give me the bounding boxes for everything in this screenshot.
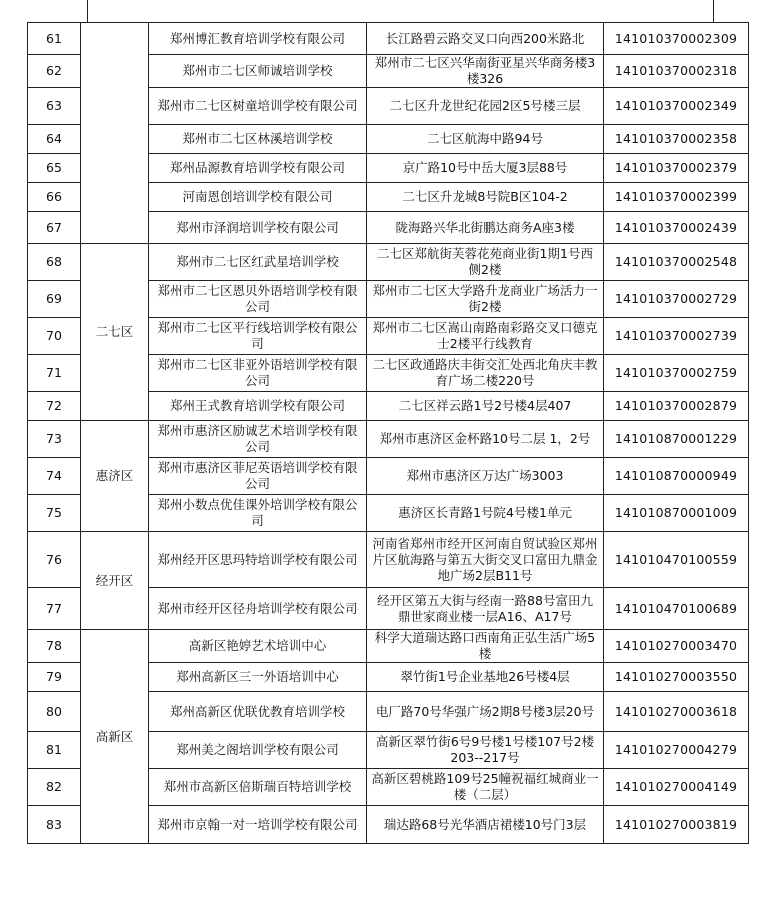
training-school-table <box>27 22 749 844</box>
district-cell: 高新区 <box>81 630 149 844</box>
district-cell: 惠济区 <box>81 421 149 532</box>
address-cell: 瑞达路68号光华酒店裙楼10号门3层 <box>367 806 604 844</box>
license-code-cell: 141010370002358 <box>604 125 749 154</box>
table-row <box>28 630 749 663</box>
license-code-cell: 141010270003470 <box>604 630 749 663</box>
address-cell: 长江路碧云路交叉口向西200米路北 <box>367 23 604 55</box>
license-code-cell: 141010370002439 <box>604 212 749 244</box>
school-name-cell: 郑州市惠济区励诚艺术培训学校有限公司 <box>149 421 367 458</box>
row-number: 73 <box>28 421 81 458</box>
address-cell: 科学大道瑞达路口西南角正弘生活广场5楼 <box>367 630 604 663</box>
address-cell: 二七区航海中路94号 <box>367 125 604 154</box>
district-cell: 经开区 <box>81 532 149 630</box>
license-code-cell: 141010370002739 <box>604 318 749 355</box>
license-code-cell: 141010370002318 <box>604 55 749 88</box>
address-cell: 翠竹街1号企业基地26号楼4层 <box>367 663 604 692</box>
table-body <box>28 23 749 844</box>
table-border-fragment <box>87 0 88 22</box>
license-code-cell: 141010370002729 <box>604 281 749 318</box>
license-code-cell: 141010270004279 <box>604 732 749 769</box>
school-name-cell: 郑州高新区优联优教育培训学校 <box>149 692 367 732</box>
row-number: 66 <box>28 183 81 212</box>
license-code-cell: 141010270003819 <box>604 806 749 844</box>
school-name-cell: 郑州经开区思玛特培训学校有限公司 <box>149 532 367 588</box>
row-number: 78 <box>28 630 81 663</box>
row-number: 79 <box>28 663 81 692</box>
address-cell: 郑州市惠济区万达广场3003 <box>367 458 604 495</box>
license-code-cell: 141010370002379 <box>604 154 749 183</box>
row-number: 69 <box>28 281 81 318</box>
row-number: 63 <box>28 88 81 125</box>
school-name-cell: 郑州市二七区师诚培训学校 <box>149 55 367 88</box>
district-cell: 二七区 <box>81 244 149 421</box>
row-number: 62 <box>28 55 81 88</box>
license-code-cell: 141010870001009 <box>604 495 749 532</box>
row-number: 61 <box>28 23 81 55</box>
license-code-cell: 141010470100689 <box>604 588 749 630</box>
address-cell: 陇海路兴华北街鹏达商务A座3楼 <box>367 212 604 244</box>
row-number: 76 <box>28 532 81 588</box>
school-name-cell: 郑州美之阁培训学校有限公司 <box>149 732 367 769</box>
address-cell: 二七区祥云路1号2号楼4层407 <box>367 392 604 421</box>
table-row <box>28 421 749 458</box>
address-cell: 惠济区长青路1号院4号楼1单元 <box>367 495 604 532</box>
school-name-cell: 郑州王式教育培训学校有限公司 <box>149 392 367 421</box>
school-name-cell: 郑州市二七区红武星培训学校 <box>149 244 367 281</box>
license-code-cell: 141010370002309 <box>604 23 749 55</box>
row-number: 70 <box>28 318 81 355</box>
school-name-cell: 郑州市二七区树童培训学校有限公司 <box>149 88 367 125</box>
address-cell: 河南省郑州市经开区河南自贸试验区郑州片区航海路与第五大街交叉口富田九鼎金地广场2层B11号 <box>367 532 604 588</box>
address-cell: 高新区碧桃路109号25幢祝福红城商业一楼（二层） <box>367 769 604 806</box>
school-name-cell: 郑州博汇教育培训学校有限公司 <box>149 23 367 55</box>
school-name-cell: 郑州市高新区倍斯瑞百特培训学校 <box>149 769 367 806</box>
row-number: 82 <box>28 769 81 806</box>
address-cell: 郑州市二七区嵩山南路南彩路交叉口德克士2楼平行线教育 <box>367 318 604 355</box>
address-cell: 高新区翠竹街6号9号楼1号楼107号2楼203--217号 <box>367 732 604 769</box>
address-cell: 二七区郑航街芙蓉花苑商业街1期1号西侧2楼 <box>367 244 604 281</box>
row-number: 65 <box>28 154 81 183</box>
address-cell: 电厂路70号华强广场2期8号楼3层20号 <box>367 692 604 732</box>
school-name-cell: 郑州市二七区非亚外语培训学校有限公司 <box>149 355 367 392</box>
license-code-cell: 141010370002399 <box>604 183 749 212</box>
row-number: 64 <box>28 125 81 154</box>
row-number: 81 <box>28 732 81 769</box>
license-code-cell: 141010270003618 <box>604 692 749 732</box>
table-row <box>28 244 749 281</box>
license-code-cell: 141010370002879 <box>604 392 749 421</box>
table-border-fragment <box>713 0 714 22</box>
address-cell: 郑州市二七区兴华南街亚星兴华商务楼3楼326 <box>367 55 604 88</box>
school-name-cell: 郑州品源教育培训学校有限公司 <box>149 154 367 183</box>
address-cell: 郑州市惠济区金杯路10号二层 1，2号 <box>367 421 604 458</box>
school-name-cell: 高新区艳婷艺术培训中心 <box>149 630 367 663</box>
row-number: 83 <box>28 806 81 844</box>
row-number: 72 <box>28 392 81 421</box>
school-name-cell: 郑州市二七区恩贝外语培训学校有限公司 <box>149 281 367 318</box>
district-cell <box>81 23 149 244</box>
license-code-cell: 141010370002759 <box>604 355 749 392</box>
school-name-cell: 郑州市京翰一对一培训学校有限公司 <box>149 806 367 844</box>
school-name-cell: 郑州市二七区林溪培训学校 <box>149 125 367 154</box>
address-cell: 二七区升龙世纪花园2区5号楼三层 <box>367 88 604 125</box>
row-number: 71 <box>28 355 81 392</box>
row-number: 67 <box>28 212 81 244</box>
address-cell: 二七区政通路庆丰街交汇处西北角庆丰教育广场二楼220号 <box>367 355 604 392</box>
row-number: 75 <box>28 495 81 532</box>
row-number: 68 <box>28 244 81 281</box>
school-name-cell: 郑州小数点优佳课外培训学校有限公司 <box>149 495 367 532</box>
table-row <box>28 532 749 588</box>
license-code-cell: 141010870001229 <box>604 421 749 458</box>
row-number: 77 <box>28 588 81 630</box>
address-cell: 京广路10号中岳大厦3层88号 <box>367 154 604 183</box>
license-code-cell: 141010270004149 <box>604 769 749 806</box>
table-row <box>28 23 749 55</box>
license-code-cell: 141010270003550 <box>604 663 749 692</box>
license-code-cell: 141010470100559 <box>604 532 749 588</box>
license-code-cell: 141010870000949 <box>604 458 749 495</box>
school-name-cell: 河南恩创培训学校有限公司 <box>149 183 367 212</box>
school-name-cell: 郑州高新区三一外语培训中心 <box>149 663 367 692</box>
row-number: 74 <box>28 458 81 495</box>
school-name-cell: 郑州市经开区径舟培训学校有限公司 <box>149 588 367 630</box>
school-name-cell: 郑州市二七区平行线培训学校有限公司 <box>149 318 367 355</box>
school-name-cell: 郑州市泽润培训学校有限公司 <box>149 212 367 244</box>
license-code-cell: 141010370002548 <box>604 244 749 281</box>
address-cell: 经开区第五大街与经南一路88号富田九鼎世家商业楼一层A16、A17号 <box>367 588 604 630</box>
school-name-cell: 郑州市惠济区菲尼英语培训学校有限公司 <box>149 458 367 495</box>
address-cell: 二七区升龙城8号院B区104-2 <box>367 183 604 212</box>
row-number: 80 <box>28 692 81 732</box>
license-code-cell: 141010370002349 <box>604 88 749 125</box>
address-cell: 郑州市二七区大学路升龙商业广场活力一街2楼 <box>367 281 604 318</box>
